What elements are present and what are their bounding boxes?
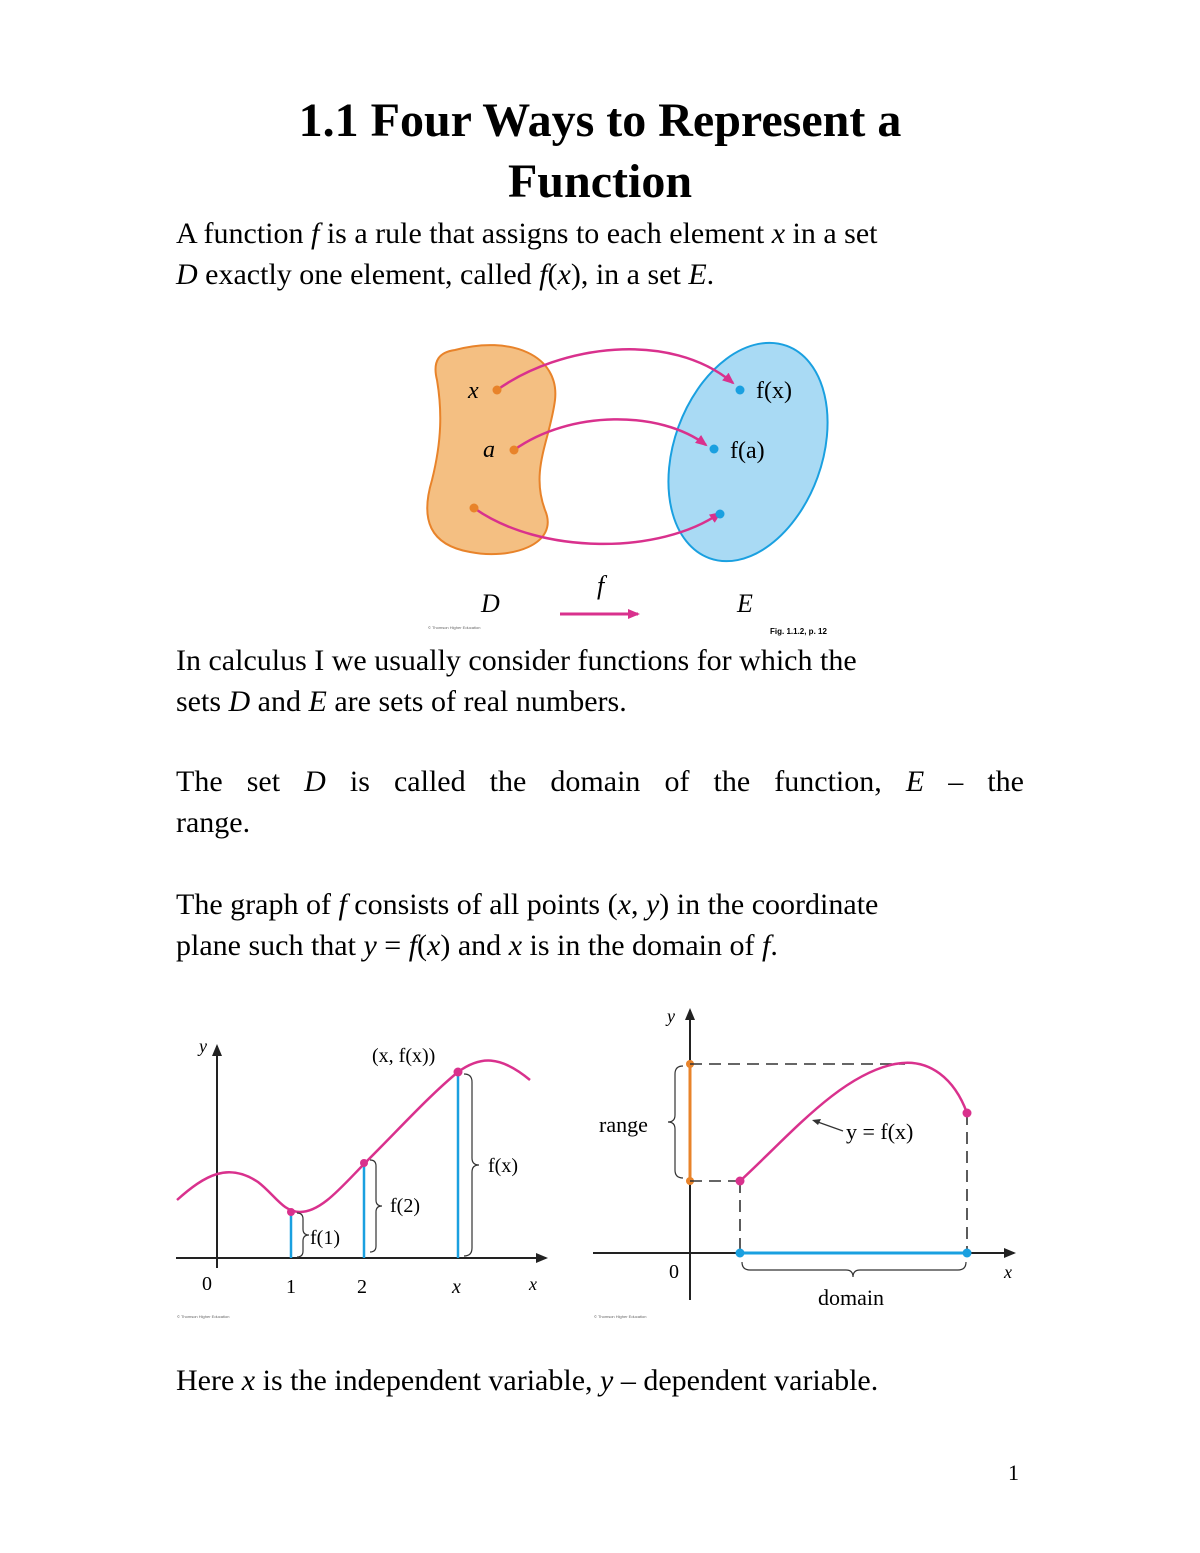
definition-paragraph: A function f is a rule that assigns to each element x in a set D exactly one element, called f(x), in a set E. <box>176 217 878 291</box>
point-x <box>493 386 502 395</box>
label-E: E <box>737 589 753 618</box>
point-fx <box>736 386 745 395</box>
page-title-line-2: Function <box>507 155 693 208</box>
g2-curve-label: y = f(x) <box>846 1119 914 1144</box>
g1-credit: © Thomson Higher Education <box>177 1314 230 1319</box>
credit-text: © Thomson Higher Education <box>428 625 481 630</box>
g1-point-1 <box>287 1208 295 1216</box>
label-a: a <box>483 437 495 463</box>
g1-brace-2 <box>370 1160 382 1252</box>
g1-brace-x <box>464 1074 479 1256</box>
g2-domain-left-dot <box>736 1249 745 1258</box>
g1-tick-2: 2 <box>357 1276 367 1298</box>
g1-f1-label: f(1) <box>310 1227 340 1249</box>
g2-x-label: x <box>1004 1262 1012 1282</box>
label-D: D <box>481 589 500 618</box>
label-fx: f(x) <box>756 378 792 404</box>
calculus-paragraph: In calculus I we usually consider functions for which the sets D and E are sets of real numbers. <box>176 644 857 718</box>
label-fa: f(a) <box>730 438 765 464</box>
g1-point-label: (x, f(x)) <box>372 1045 436 1067</box>
g2-curve <box>740 1063 967 1181</box>
label-x: x <box>468 378 479 404</box>
g2-domain-right-dot <box>963 1249 972 1258</box>
g1-fx-label: f(x) <box>488 1155 518 1177</box>
g1-brace-1 <box>297 1213 309 1257</box>
g2-curve-start <box>736 1177 745 1186</box>
function-mapping-diagram <box>0 0 1200 660</box>
g1-tick-x: x <box>452 1276 461 1298</box>
g1-curve <box>177 1061 530 1212</box>
g1-y-label: y <box>199 1036 207 1056</box>
label-f: f <box>597 571 605 600</box>
g2-domain-brace <box>742 1262 966 1277</box>
domain-range-line-1: The set D is called the domain of the function, E – the <box>176 765 1025 798</box>
figure-reference: Fig. 1.1.2, p. 12 <box>770 627 827 636</box>
g2-credit: © Thomson Higher Education <box>594 1314 647 1319</box>
g1-f2-label: f(2) <box>390 1195 420 1217</box>
g2-domain-label: domain <box>818 1285 884 1310</box>
point-third <box>470 504 479 513</box>
graph-definition-paragraph: The graph of f consists of all points (x, y) in the coordinate plane such that y = f(x) and x is in the domain of f. <box>176 888 879 962</box>
variables-paragraph: Here x is the independent variable, y – dependent variable. <box>176 1364 879 1397</box>
g2-curve-end <box>963 1109 972 1118</box>
g2-range-brace <box>668 1066 683 1178</box>
g1-x-label: x <box>529 1274 537 1294</box>
g1-tick-1: 1 <box>286 1276 296 1298</box>
g2-range-label: range <box>599 1112 648 1137</box>
domain-range-line-2: range. <box>176 806 251 839</box>
point-a <box>510 446 519 455</box>
page-number: 1 <box>1008 1460 1019 1485</box>
point-third-image <box>716 510 725 519</box>
point-fa <box>710 445 719 454</box>
g2-curve-pointer-head <box>812 1119 821 1125</box>
g2-origin: 0 <box>669 1261 679 1283</box>
g2-y-label: y <box>667 1006 675 1026</box>
g1-point-x <box>454 1068 463 1077</box>
page-title-line-1: 1.1 Four Ways to Represent a <box>298 94 902 147</box>
g1-origin: 0 <box>202 1273 212 1295</box>
g1-point-2 <box>360 1159 368 1167</box>
g2-range-bottom-dot <box>686 1177 694 1185</box>
g2-curve-pointer <box>815 1121 843 1131</box>
g2-range-top-dot <box>686 1060 694 1068</box>
